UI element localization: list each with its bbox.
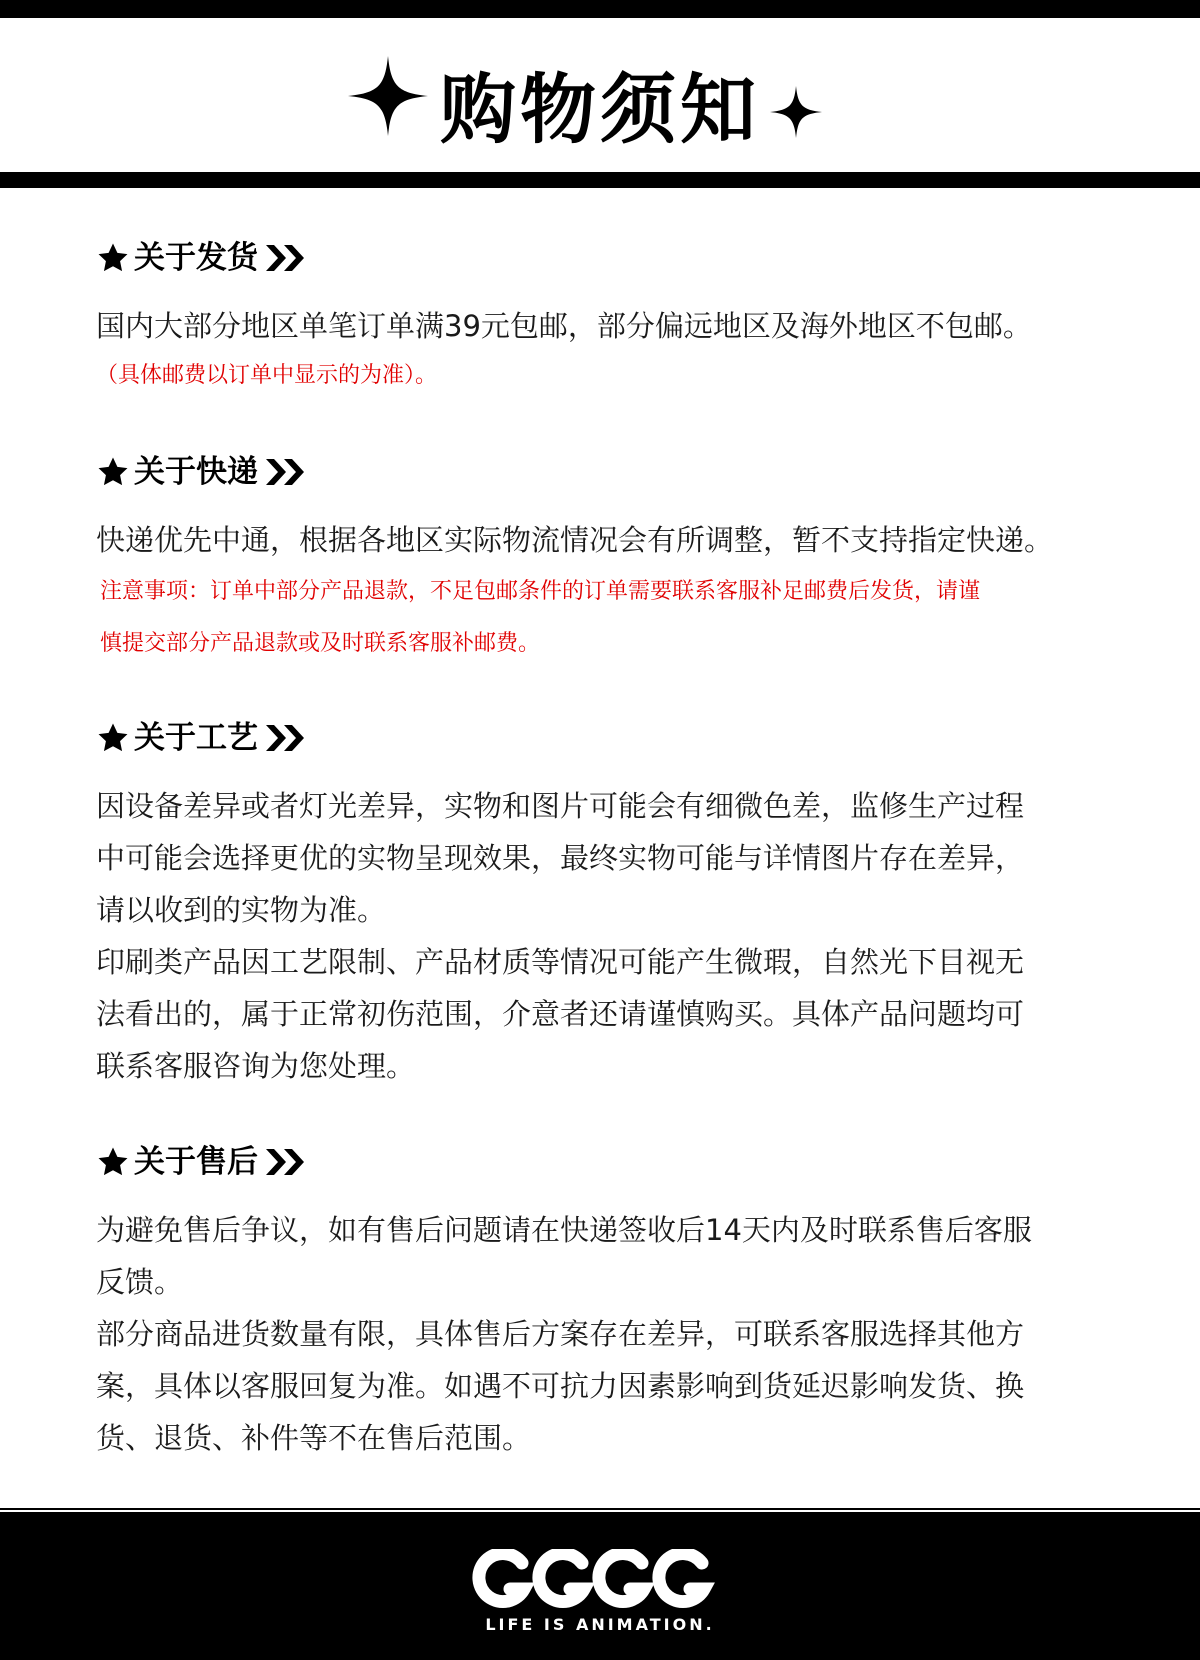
- footer-banner: [0, 1512, 1200, 1660]
- section-title: 关于工艺: [134, 720, 258, 756]
- brand-logo: [460, 1549, 740, 1634]
- star-icon: [96, 241, 130, 275]
- star-icon: [96, 1145, 130, 1179]
- gggg-logo-icon: [470, 1549, 730, 1609]
- top-border-bar: [0, 0, 1200, 18]
- section-heading: [96, 716, 1126, 760]
- four-point-star-icon: [348, 56, 428, 136]
- body-text: 快递优先中通，根据各地区实际物流情况会有所调整，暂不支持指定快递。: [96, 523, 1054, 557]
- double-chevron-right-icon: [264, 243, 310, 273]
- section-craft: [96, 716, 1126, 1092]
- section-heading: [96, 450, 1126, 494]
- double-chevron-right-icon: [264, 723, 310, 753]
- section-shipping: [96, 236, 1126, 402]
- body-text: 案，具体以客服回复为准。如遇不可抗力因素影响到货延迟影响发货、换: [96, 1369, 1025, 1403]
- body-text: 中可能会选择更优的实物呈现效果，最终实物可能与详情图片存在差异，: [96, 841, 1025, 875]
- section-title: 关于发货: [134, 240, 258, 276]
- footer-divider: [0, 1508, 1200, 1510]
- four-point-star-icon: [770, 86, 822, 138]
- body-text: 联系客服咨询为您处理。: [96, 1049, 416, 1083]
- body-text: 为避免售后争议，如有售后问题请在快递签收后14天内及时联系售后客服: [96, 1213, 1032, 1247]
- body-text: 请以收到的实物为准。: [96, 893, 387, 927]
- section-after-sales: [96, 1140, 1126, 1464]
- section-courier: [96, 450, 1126, 670]
- header-divider: [0, 172, 1200, 188]
- star-icon: [96, 721, 130, 755]
- body-text: 法看出的，属于正常初伤范围，介意者还请谨慎购买。具体产品问题均可: [96, 997, 1025, 1031]
- brand-tagline: LIFE IS ANIMATION.: [485, 1615, 715, 1634]
- note-text: 注意事项：订单中部分产品退款，不足包邮条件的订单需要联系客服补足邮费后发货，请谨: [100, 579, 981, 604]
- body-text: 因设备差异或者灯光差异，实物和图片可能会有细微色差，监修生产过程: [96, 789, 1025, 823]
- body-text: 国内大部分地区单笔订单满39元包邮，部分偏远地区及海外地区不包邮。: [96, 309, 1032, 343]
- page-title: 购物须知: [440, 65, 760, 154]
- star-icon: [96, 455, 130, 489]
- page-header: [0, 50, 1200, 160]
- section-title: 关于快递: [134, 454, 258, 490]
- double-chevron-right-icon: [264, 1147, 310, 1177]
- note-text: （具体邮费以订单中显示的为准）。: [96, 363, 438, 388]
- double-chevron-right-icon: [264, 457, 310, 487]
- body-text: 货、退货、补件等不在售后范围。: [96, 1421, 532, 1455]
- body-text: 反馈。: [96, 1265, 184, 1299]
- section-heading: [96, 236, 1126, 280]
- body-text: 印刷类产品因工艺限制、产品材质等情况可能产生微瑕，自然光下目视无: [96, 945, 1025, 979]
- section-title: 关于售后: [134, 1144, 258, 1180]
- note-text: 慎提交部分产品退款或及时联系客服补邮费。: [100, 631, 541, 656]
- section-heading: [96, 1140, 1126, 1184]
- body-text: 部分商品进货数量有限，具体售后方案存在差异，可联系客服选择其他方: [96, 1317, 1025, 1351]
